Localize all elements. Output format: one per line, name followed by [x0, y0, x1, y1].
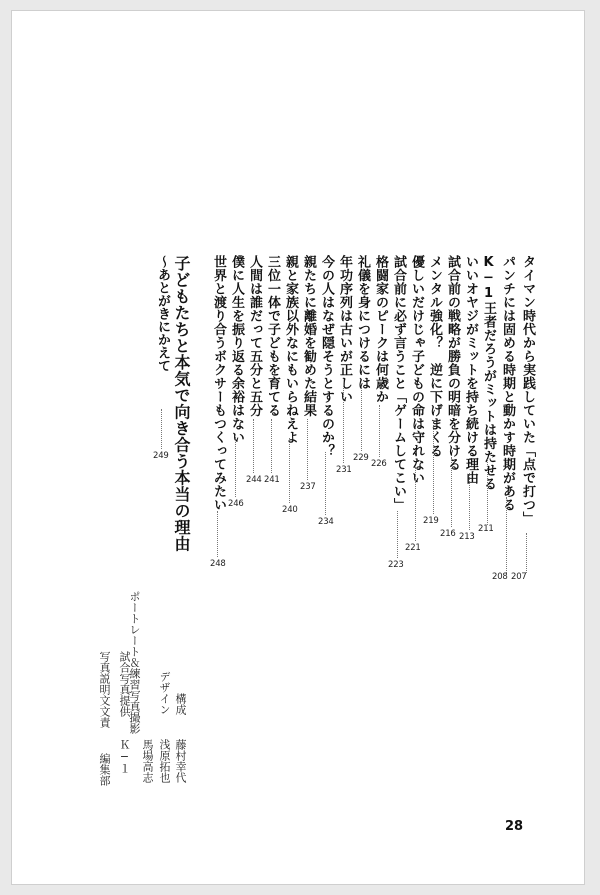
toc-entry-title: 礼儀を身につけるには [355, 255, 370, 390]
leader-dots [235, 437, 236, 497]
page-number: 28 [505, 819, 524, 834]
toc-entry-page: 246 [228, 499, 244, 509]
toc-entry-page: 229 [353, 453, 369, 463]
toc-entry-page: 211 [478, 524, 494, 534]
leader-dots [307, 419, 308, 480]
credit-name-design: 浅原拓也 [158, 739, 171, 783]
leader-dots [451, 457, 452, 527]
toc-entry[interactable] [282, 255, 298, 444]
afterword-page: 249 [153, 451, 169, 461]
toc-entry[interactable] [354, 255, 370, 390]
toc-entry-title: 世界と渡り合うボクサーもつくってみたい [211, 255, 226, 512]
credit-role-design: デザイン [158, 671, 171, 715]
toc-entry[interactable] [228, 255, 244, 444]
toc-entry-page: 244 [246, 475, 262, 485]
toc-entry[interactable] [499, 255, 515, 512]
leader-dots [325, 452, 326, 515]
toc-entry[interactable] [300, 255, 316, 417]
credit-name-captions: 編集部 [98, 753, 111, 786]
book-page [11, 10, 585, 885]
afterword-title: 子どもたちと本気で向き合う本当の理由 [172, 255, 191, 552]
toc-entry-title: 親と家族以外なにもいらねえよ [283, 255, 298, 444]
toc-entry[interactable] [372, 255, 388, 404]
toc-entry[interactable] [210, 255, 226, 512]
credit-name-match-photos: Ｋ−１ [118, 739, 131, 774]
leader-dots [161, 409, 162, 449]
toc-entry-page: 219 [423, 516, 439, 526]
toc-entry-title: パンチには固める時期と動かす時期がある [500, 255, 515, 512]
toc-entry-page: 223 [388, 560, 404, 570]
toc-entry[interactable] [444, 255, 460, 471]
leader-dots [217, 511, 218, 557]
afterword-subtitle: 〜あとがきにかえて [155, 255, 170, 372]
toc-entry[interactable] [462, 255, 478, 485]
toc-entry-page: 213 [459, 532, 475, 542]
toc-entry[interactable] [318, 255, 334, 458]
toc-entry-title: 年功序列は古いが正しい [337, 255, 352, 404]
leader-dots [271, 419, 272, 473]
credit-name-photo: 馬場高志 [141, 739, 154, 783]
toc-entry-page: 208 [492, 572, 508, 582]
credit-role-captions: 写真説明文文責 [98, 651, 111, 728]
toc-entry-title: 優しいだけじゃ子どもの命は守れない [409, 255, 424, 485]
toc-entry-page: 216 [440, 529, 456, 539]
credit-role-photo: ポートレート＆練習写真撮影 [128, 591, 141, 734]
toc-entry-title: 僕に人生を振り返る余裕はない [229, 255, 244, 444]
toc-entry-title: 格闘家のピークは何歳か [373, 255, 388, 404]
toc-entry-title: メンタル強化？ 逆に下げまくる [427, 255, 442, 458]
toc-entry-page: 234 [318, 517, 334, 527]
toc-entry-page: 221 [405, 543, 421, 553]
leader-dots [415, 467, 416, 541]
toc-entry-title: タイマン時代から実践していた「点で打つ」 [520, 255, 535, 525]
leader-dots [469, 473, 470, 530]
toc-entry[interactable] [390, 255, 406, 512]
leader-dots [289, 438, 290, 503]
toc-entry[interactable] [408, 255, 424, 485]
toc-entry-title: K−1王者だろうがミットは持たせる [481, 255, 496, 491]
afterword-entry[interactable] [172, 255, 190, 552]
toc-entry-title: いいオヤジがミットを持ち続ける理由 [463, 255, 478, 485]
toc-entry-title: 試合前に必ず言うこと「ゲームしてこい」 [391, 255, 406, 512]
leader-dots [433, 421, 434, 514]
toc-entry[interactable] [264, 255, 280, 417]
toc-entry-title: 人間は誰だって五分と五分 [247, 255, 262, 417]
toc-entry-page: 226 [371, 459, 387, 469]
toc-entry[interactable] [519, 255, 535, 525]
toc-entry[interactable] [336, 255, 352, 404]
toc-entry-page: 248 [210, 559, 226, 569]
credit-role-match-photos: 試合写真提供 [118, 651, 131, 717]
toc-entry-page: 237 [300, 482, 316, 492]
credit-name-composition: 藤村幸代 [174, 739, 187, 783]
leader-dots [397, 511, 398, 558]
toc-entry-title: 試合前の戦略が勝負の明暗を分ける [445, 255, 460, 471]
toc-entry-page: 231 [336, 465, 352, 475]
leader-dots [526, 533, 527, 573]
leader-dots [361, 386, 362, 451]
leader-dots [379, 405, 380, 457]
toc-entry-title: 三位一体で子どもを育てる [265, 255, 280, 417]
leader-dots [487, 459, 488, 525]
toc-entry[interactable] [426, 255, 442, 458]
toc-entry-title: 今の人はなぜ隠そうとするのか？ [319, 255, 334, 458]
toc-entry-page: 240 [282, 505, 298, 515]
leader-dots [253, 419, 254, 473]
leader-dots [506, 497, 507, 573]
toc-entry-title: 親たちに離婚を勧めた結果 [301, 255, 316, 417]
credit-role-composition: 構成 [174, 693, 187, 715]
afterword-subtitle-entry [154, 255, 170, 372]
toc-entry-page: 207 [511, 572, 527, 582]
leader-dots [343, 386, 344, 463]
toc-entry[interactable] [246, 255, 262, 417]
toc-entry-page: 241 [264, 475, 280, 485]
toc-entry[interactable] [480, 255, 496, 491]
